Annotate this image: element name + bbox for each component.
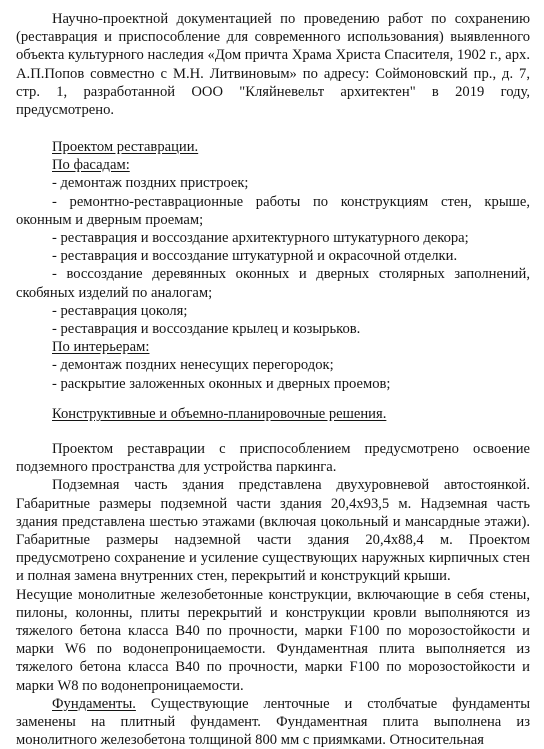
foundations-label: Фундаменты.	[52, 695, 136, 712]
list-item: - демонтаж поздних ненесущих перегородок;	[52, 357, 334, 374]
foundations-text: Существующие ленточные и столбчатые фундаменты заменены на плитный фундамент. Фундаментная плита выполнена из монолитного железобетона толщиной 800 мм с приямками. Относительная	[16, 695, 530, 749]
list-item: - воссоздание деревянных оконных и дверных столярных заполнений, скобяных изделий по аналогам;	[16, 266, 530, 301]
intro-paragraph: Научно-проектной документацией по проведению работ по сохранению (реставрация и приспособление для современного использования) выявленного объекта культурного наследия «Дом причта Храма Христа Спасителя, 1902 г., арх. А.П.Попов совместно с М.Н. Литвиновым» по адресу: Соймоновский пр., д. 7, стр. 1, разработанной ООО "Кляйневельт архитектен" в 2019 году, предусмотрено.	[16, 11, 530, 119]
constructive-paragraph-2: Подземная часть здания представлена двухуровневой автостоянкой. Габаритные размеры подземной части здания 20,4х93,5 м. Надземная часть здания представлена шестью этажами (включая цокольный и мансардные этажи). Габаритные размеры надземной части здания 20,4х88,4 м. Проектом предусмотрено сохранение и усиление существующих наружных кирпичных стен и полная замена внутренних стен, перекрытий и конструкций крыши.	[16, 477, 530, 585]
constructive-heading-line	[16, 405, 530, 423]
foundations-paragraph	[16, 695, 530, 749]
constructive-paragraph-3: Несущие монолитные железобетонные конструкции, включающие в себя стены, пилоны, колонны, плиты перекрытий и конструкции кровли выполняются из тяжелого бетона класса В40 по прочности, марки F100 по морозостойкости и марки W6 по водонепроницаемости. Фундаментная плита выполняется из тяжелого бетона класса В40 по прочности, марки F100 по морозостойкости и марки W8 по водонепроницаемости.	[16, 586, 530, 694]
restoration-heading: Проектом реставрации.	[52, 139, 199, 155]
list-item: - реставрация и воссоздание архитектурного штукатурного декора;	[52, 230, 469, 247]
list-item: - реставрация цоколя;	[52, 302, 188, 319]
restoration-section	[16, 138, 530, 393]
list-item: - реставрация и воссоздание крылец и козырьков.	[52, 321, 361, 338]
list-item: - раскрытие заложенных оконных и дверных проемов;	[52, 375, 391, 392]
constructive-heading: Конструктивные и объемно-планировочные решения.	[52, 406, 387, 422]
constructive-paragraph-1: Проектом реставрации с приспособлением предусмотрено освоение подземного пространства для устройства паркинга.	[16, 441, 530, 476]
constructive-section	[16, 440, 530, 749]
list-item: - демонтаж поздних пристроек;	[52, 175, 249, 192]
list-item: - ремонтно-реставрационные работы по конструкциям стен, крыше, оконным и дверным проемам;	[16, 193, 530, 228]
interiors-heading: По интерьерам:	[52, 339, 150, 356]
facades-heading: По фасадам:	[52, 157, 130, 174]
list-item: - реставрация и воссоздание штукатурной и окрасочной отделки.	[52, 248, 458, 265]
